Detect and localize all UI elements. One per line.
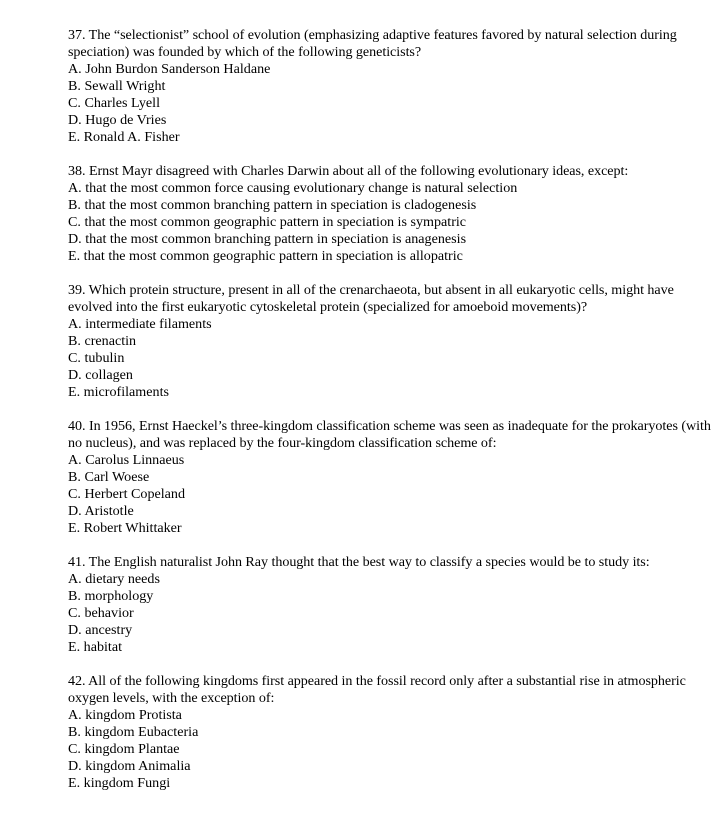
answer-option-b: B. morphology	[68, 588, 154, 604]
question-stem: 42. All of the following kingdoms first appeared in the fossil record only after a substantial rise in atmospheric oxygen levels, with the exception of:	[68, 673, 686, 706]
answer-option-d: D. collagen	[68, 367, 133, 383]
question-stem: 38. Ernst Mayr disagreed with Charles Darwin about all of the following evolutionary ideas, except:	[68, 163, 629, 179]
question-41	[68, 554, 718, 656]
answer-option-d: D. Aristotle	[68, 503, 134, 519]
answer-option-e: E. kingdom Fungi	[68, 775, 171, 791]
question-stem: 39. Which protein structure, present in all of the crenarchaeota, but absent in all eukaryotic cells, might have evolved into the first eukaryotic cytoskeletal protein (specialized for amoeboid movements)?	[68, 282, 674, 315]
answer-option-d: D. that the most common branching pattern in speciation is anagenesis	[68, 231, 467, 247]
question-stem: 41. The English naturalist John Ray thought that the best way to classify a species would be to study its:	[68, 554, 650, 570]
answer-option-e: E. that the most common geographic pattern in speciation is allopatric	[68, 248, 463, 264]
question-40	[68, 418, 718, 537]
answer-option-c: C. Charles Lyell	[68, 95, 160, 111]
question-sheet	[68, 27, 718, 809]
question-38	[68, 163, 718, 265]
answer-option-a: A. kingdom Protista	[68, 707, 182, 723]
answer-option-e: E. microfilaments	[68, 384, 169, 400]
answer-option-c: C. kingdom Plantae	[68, 741, 180, 757]
answer-option-b: B. crenactin	[68, 333, 137, 349]
answer-option-b: B. Sewall Wright	[68, 78, 166, 94]
answer-option-c: C. Herbert Copeland	[68, 486, 186, 502]
answer-option-b: B. Carl Woese	[68, 469, 150, 485]
question-42	[68, 673, 718, 792]
answer-option-d: D. Hugo de Vries	[68, 112, 167, 128]
question-37	[68, 27, 718, 146]
answer-option-a: A. dietary needs	[68, 571, 160, 587]
answer-option-e: E. Ronald A. Fisher	[68, 129, 180, 145]
answer-option-e: E. habitat	[68, 639, 123, 655]
question-stem: 40. In 1956, Ernst Haeckel’s three-kingdom classification scheme was seen as inadequate for the prokaryotes (with no nucleus), and was replaced by the four-kingdom classification scheme of:	[68, 418, 711, 451]
answer-option-c: C. tubulin	[68, 350, 125, 366]
answer-option-a: A. that the most common force causing evolutionary change is natural selection	[68, 180, 518, 196]
answer-option-b: B. kingdom Eubacteria	[68, 724, 199, 740]
answer-option-a: A. intermediate filaments	[68, 316, 212, 332]
question-39	[68, 282, 718, 401]
answer-option-d: D. kingdom Animalia	[68, 758, 191, 774]
answer-option-a: A. Carolus Linnaeus	[68, 452, 185, 468]
question-stem: 37. The “selectionist” school of evolution (emphasizing adaptive features favored by natural selection during speciation) was founded by which of the following geneticists?	[68, 27, 677, 60]
answer-option-b: B. that the most common branching pattern in speciation is cladogenesis	[68, 197, 477, 213]
answer-option-a: A. John Burdon Sanderson Haldane	[68, 61, 271, 77]
answer-option-c: C. behavior	[68, 605, 134, 621]
answer-option-c: C. that the most common geographic pattern in speciation is sympatric	[68, 214, 467, 230]
answer-option-d: D. ancestry	[68, 622, 133, 638]
answer-option-e: E. Robert Whittaker	[68, 520, 182, 536]
